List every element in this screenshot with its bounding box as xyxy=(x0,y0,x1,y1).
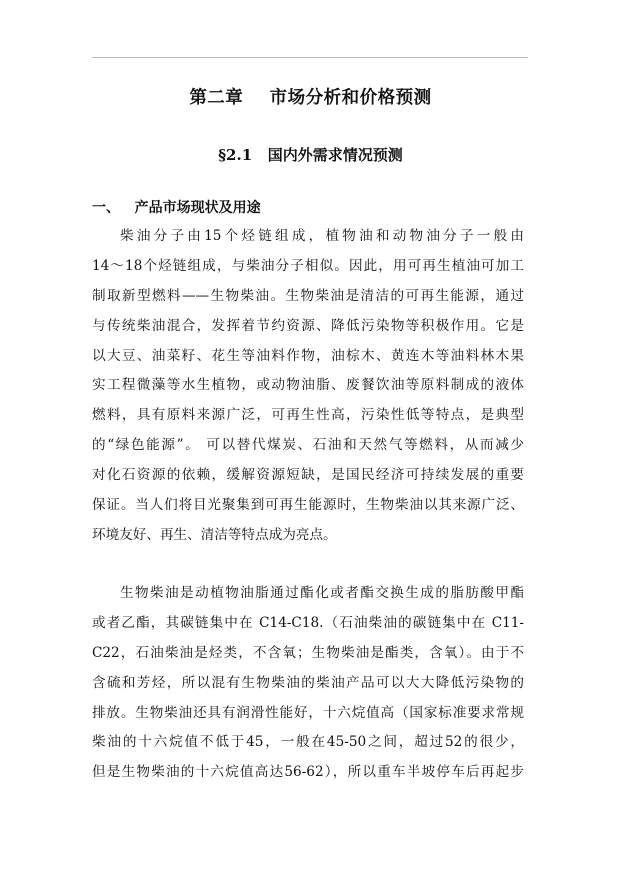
text-line: 环境友好、再生、清洁等特点成为亮点。 xyxy=(92,526,337,543)
text-line: 保证。当人们将目光聚集到可再生能源时，生物柴油以其来源广泛、 xyxy=(92,497,524,514)
text-line: 实工程微藻等水生植物，或动物油脂、废餐饮油等原料制成的液体 xyxy=(92,377,524,394)
section-title: §2.1 国内外需求情况预测 xyxy=(218,146,403,164)
text-line: 柴油的十六烷值不低于45，一般在45-50之间，超过52的很少， xyxy=(92,734,524,751)
text-line: 柴油分子由15个烃链组成，植物油和动物油分子一般由 xyxy=(120,228,524,244)
paragraph xyxy=(92,222,524,551)
text-line: 与传统柴油混合，发挥着节约资源、降低污染物等积极作用。它是 xyxy=(92,317,524,334)
paragraph xyxy=(92,579,524,788)
text-line: 14～18个烃链组成，与柴油分子相似。因此，用可再生植油可加工 xyxy=(92,257,524,274)
text-line: 含硫和芳烃，所以混有生物柴油的柴油产品可以大大降低污染物的 xyxy=(92,674,524,691)
text-line: 对化石资源的依赖，缓解资源短缺，是国民经济可持续发展的重要 xyxy=(92,467,524,484)
text-line: 燃料，具有原料来源广泛，可再生性高，污染性低等特点，是典型 xyxy=(92,407,524,424)
text-line: 排放。生物柴油还具有润滑性能好，十六烷值高（国家标准要求常规 xyxy=(92,704,524,721)
text-line: 生物柴油是动植物油脂通过酯化或者酯交换生成的脂肪酸甲酯 xyxy=(120,585,524,601)
text-line: 制取新型燃料——生物柴油。生物柴油是清洁的可再生能源，通过 xyxy=(92,287,524,304)
header-rule xyxy=(92,57,528,58)
text-line: 但是生物柴油的十六烷值高达56-62），所以重车半坡停车后再起步 xyxy=(92,764,524,781)
chapter-title: 第二章 市场分析和价格预测 xyxy=(189,88,432,108)
text-line: 或者乙酯，其碳链集中在 C14-C18.（石油柴油的碳链集中在 C11- xyxy=(92,614,524,631)
subsection-title: 一、 产品市场现状及用途 xyxy=(92,200,261,216)
text-line: C22，石油柴油是烃类，不含氧；生物柴油是酯类，含氧）。由于不 xyxy=(92,644,524,661)
text-line: 以大豆、油菜籽、花生等油料作物，油棕木、黄连木等油料林木果 xyxy=(92,347,524,364)
text-line: 的“绿色能源”。 可以替代煤炭、石油和天然气等燃料，从而减少 xyxy=(92,437,524,454)
